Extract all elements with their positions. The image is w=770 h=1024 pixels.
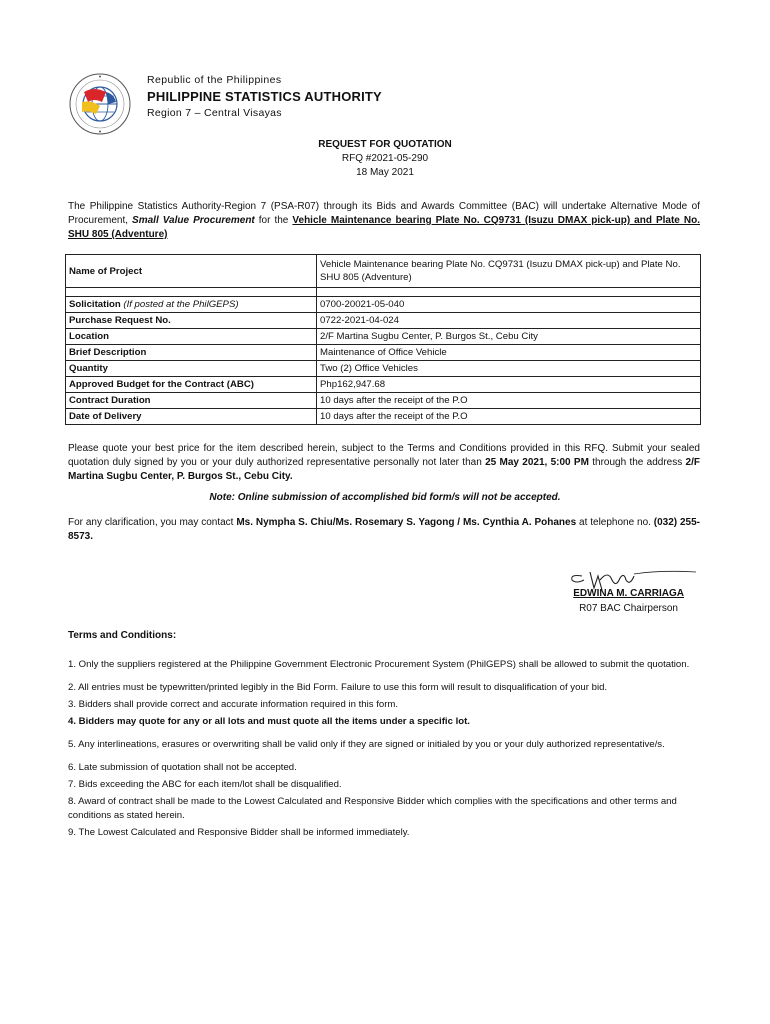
table-row (66, 345, 701, 361)
contact-names: Ms. Nympha S. Chiu/Ms. Rosemary S. Yagong / Ms. Cynthia A. Pohanes (236, 517, 577, 528)
agency-name: PHILIPPINE STATISTICS AUTHORITY (147, 89, 382, 104)
row-label: Date of Delivery (66, 409, 317, 425)
contact-paragraph (68, 516, 700, 544)
contact-phone: (032) 255-8573. (68, 517, 700, 542)
table-row (66, 393, 701, 409)
term-item: 2. All entries must be typewritten/printed legibly in the Bid Form. Failure to use this form will result to disqualification of your bid. (68, 682, 608, 693)
quote-text-2: through the address (588, 457, 686, 468)
row-value: 10 days after the receipt of the P.O (317, 409, 701, 425)
table-row (66, 361, 701, 377)
row-label (66, 297, 317, 313)
terms-heading: Terms and Conditions: (68, 630, 177, 641)
document-title: REQUEST FOR QUOTATION (318, 139, 452, 150)
procurement-mode: Small Value Procurement (132, 215, 255, 226)
table-row (66, 377, 701, 393)
quote-text-1: Please quote your best price for the item described herein, subject to the Terms and Conditions provided in this RFQ. Submit your sealed quotation duly signed by you or your duly authorized representative personally not later than (68, 443, 700, 468)
intro-text-1: The Philippine Statistics Authority-Region 7 (PSA-R07) through its Bids and Awards Committee (BAC) will undertake Alternative Mode of Procurement, (68, 201, 700, 226)
republic-label: Republic of the Philippines (147, 74, 282, 86)
document-date: 18 May 2021 (356, 167, 414, 178)
term-item: 9. The Lowest Calculated and Responsive Bidder shall be informed immediately. (68, 827, 410, 838)
letterhead (147, 74, 382, 119)
table-row (66, 409, 701, 425)
row-label: Contract Duration (66, 393, 317, 409)
term-item: 4. Bidders may quote for any or all lots and must quote all the items under a specific lot. (68, 716, 470, 727)
submission-deadline: 25 May 2021, 5:00 PM (485, 457, 589, 468)
row-value: Two (2) Office Vehicles (317, 361, 701, 377)
row-value: Maintenance of Office Vehicle (317, 345, 701, 361)
row-value: 0722-2021-04-024 (317, 313, 701, 329)
term-item: 1. Only the suppliers registered at the Philippine Government Electronic Procurement System (PhilGEPS) shall be allowed to submit the quotation. (68, 659, 690, 670)
row-label: Purchase Request No. (66, 313, 317, 329)
project-title: Vehicle Maintenance bearing Plate No. CQ9731 (Isuzu DMAX pick-up) and Plate No. SHU 805 (Adventure) (68, 215, 700, 240)
term-item: 8. Award of contract shall be made to the Lowest Calculated and Responsive Bidder which complies with the specifications and other terms and conditions as stated herein. (68, 796, 677, 821)
term-item: 3. Bidders shall provide correct and accurate information required in this form. (68, 699, 399, 710)
table-row (66, 255, 701, 288)
term-item: 5. Any interlineations, erasures or overwriting shall be valid only if they are signed or initialed by you or your duly authorized representative/s. (68, 739, 665, 750)
table-row (66, 329, 701, 345)
table-row (66, 313, 701, 329)
term-item: 6. Late submission of quotation shall not be accepted. (68, 762, 297, 773)
term-item: 7. Bids exceeding the ABC for each item/lot shall be disqualified. (68, 779, 342, 790)
project-name-value: Vehicle Maintenance bearing Plate No. CQ9731 (Isuzu DMAX pick-up) and Plate No. SHU 805 (Adventure) (317, 255, 701, 288)
row-value: Php162,947.68 (317, 377, 701, 393)
table-row (66, 297, 701, 313)
project-details-table (65, 254, 701, 425)
row-value: 2/F Martina Sugbu Center, P. Burgos St., Cebu City (317, 329, 701, 345)
table-spacer-row (66, 288, 701, 297)
intro-paragraph (68, 200, 700, 242)
submission-address: 2/F Martina Sugbu Center, P. Burgos St., Cebu City. (68, 457, 700, 482)
row-label: Location (66, 329, 317, 345)
title-block (0, 138, 770, 180)
contact-text-1: For any clarification, you may contact (68, 517, 237, 528)
signatory-name: EDWINA M. CARRIAGA (573, 588, 684, 599)
rfq-number: RFQ #2021-05-290 (341, 153, 429, 164)
row-label: Brief Description (66, 345, 317, 361)
online-submission-note: Note: Online submission of accomplished bid form/s will not be accepted. (209, 492, 561, 503)
project-name-label: Name of Project (66, 255, 317, 288)
psa-seal-icon (68, 72, 132, 136)
region-label: Region 7 – Central Visayas (147, 107, 282, 119)
row-value: 10 days after the receipt of the P.O (317, 393, 701, 409)
row-label-note: (If posted at the PhilGEPS) (120, 299, 239, 310)
contact-text-2: at telephone no. (576, 517, 654, 528)
intro-text-2: for the (254, 215, 293, 226)
signatory-role: R07 BAC Chairperson (579, 603, 678, 614)
row-label-text: Solicitation (69, 299, 121, 310)
row-label: Approved Budget for the Contract (ABC) (66, 377, 317, 393)
quote-paragraph (68, 442, 700, 484)
row-value: 0700-20021-05-040 (317, 297, 701, 313)
row-label: Quantity (66, 361, 317, 377)
